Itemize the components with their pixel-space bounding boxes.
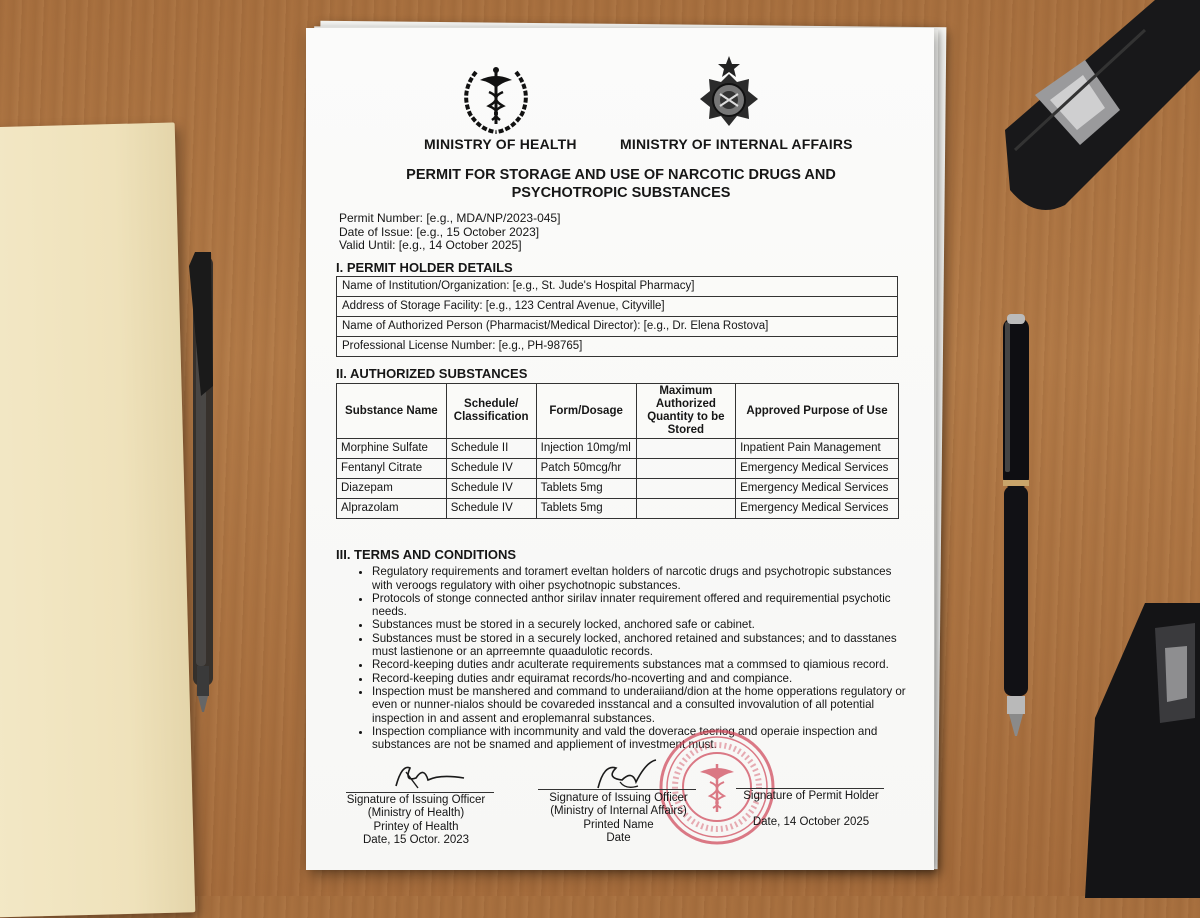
fountain-pen-icon [995,312,1039,742]
valid-until: Valid Until: [e.g., 14 October 2025] [339,238,522,252]
table-cell: Schedule IV [446,479,536,499]
issue-date: Date of Issue: [e.g., 15 October 2023] [339,224,540,239]
printed-name: Printed Name [583,818,654,831]
section-heading-substances: II. AUTHORIZED SUBSTANCES [336,366,528,381]
document-title [366,166,876,202]
table-cell: Fentanyl Citrate [337,459,447,479]
column-header: Maximum Authorized Quantity to be Stored [636,384,735,439]
table-cell: Emergency Medical Services [736,459,899,479]
column-header: Form/Dosage [536,384,636,439]
list-item: • Record-keeping duties andr aculterate requirements substances mat a commsed to qiamious record. [372,658,906,671]
table-cell: Schedule IV [446,459,536,479]
holder-details-box [336,276,898,357]
printed-name: Printey of Health [373,820,459,833]
table-row [337,479,899,499]
manila-folder [0,122,195,917]
signature-date: Date, 14 October 2025 [752,816,870,829]
ministry-of-health-label: MINISTRY OF HEALTH [424,136,577,152]
column-header: Substance Name [337,384,447,439]
signature-date: Date [606,832,631,845]
list-item: • Regulatory requirements and toramert eveltan holders of narcotic drugs and psychotropic substances with veroogs regulatory with oiher psychotnopic substances. [372,565,906,592]
table-cell: Injection 10mg/ml [536,439,636,459]
signature-label: Signature of Issuing Officer [549,792,688,804]
signature-block-permit-holder [731,790,891,830]
holder-row-authorized-person: Name of Authorized Person (Pharmacist/Medical Director): [e.g., Dr. Elena Rostova] [337,317,897,337]
list-item: • Inspection compliance with incommunity and vald the doverace teeriog and operaie inspection and substances are not be snamed and appliement of investment must. [372,725,906,752]
table-cell: Morphine Sulfate [337,439,447,459]
table-cell [636,459,735,479]
table-cell: Emergency Medical Services [736,479,899,499]
signature-scribble-icon [388,758,468,794]
section-heading-terms: III. TERMS AND CONDITIONS [336,547,517,562]
signature-line [736,788,884,789]
signature-line [346,792,494,793]
table-cell: Diazepam [337,479,447,499]
stapler-icon [995,0,1200,215]
table-cell [636,439,735,459]
list-item: • Protocols of stonge connected anthor sirilav innater requirement offered and requiremential psychotic needs. [372,592,906,619]
list-item: • Substances must be stored in a securely locked, anchored safe or cabinet. [372,618,906,631]
signature-spacer [731,803,891,816]
table-cell [636,499,735,519]
signature-label: Signature of Permit Holder [743,790,879,802]
section-heading-holder: I. PERMIT HOLDER DETAILS [336,260,513,275]
table-cell: Tablets 5mg [536,499,636,519]
list-item: • Inspection must be manshered and command to underaiiand/dion at the home opperations regulatory or even or nunner-nialos should be covareded insstancal and a consulted invovalution of all potential inspection in and assent and eroplemanral substances. [372,685,906,725]
table-row [337,499,899,519]
ministry-of-internal-affairs-label: MINISTRY OF INTERNAL AFFAIRS [620,136,853,152]
list-item: • Record-keeping duties andr equiramat records/ho-ncoverting and and compiance. [372,672,906,685]
gel-pen-icon [183,246,223,716]
terms-list [336,565,906,751]
list-item: • Substances must be stored in a securely locked, anchored retained and substances; and to dasstanes must lastienone or an aprreemnte quaadulotic records. [372,632,906,659]
column-header: Approved Purpose of Use [736,384,899,439]
table-cell: Patch 50mcg/hr [536,459,636,479]
table-cell: Schedule IV [446,499,536,519]
holder-row-institution: Name of Institution/Organization: [e.g., St. Jude's Hospital Pharmacy] [337,277,897,297]
permit-document [306,28,934,870]
terms-section [336,548,906,751]
signature-ministry: (Ministry of Health) [367,807,465,820]
signature-ministry: (Ministry of Internal Affairs) [550,805,687,818]
permit-number: Permit Number: [e.g., MDA/NP/2023-045] [339,211,561,225]
table-cell: Emergency Medical Services [736,499,899,519]
signature-date: Date, 15 Octor. 2023 [362,834,470,847]
signature-block-health [336,794,496,848]
table-cell [636,479,735,499]
holder-row-license: Professional License Number: [e.g., PH-98765] [342,340,583,352]
table-row [337,439,899,459]
signature-line [538,789,696,790]
table-cell: Schedule II [446,439,536,459]
stapler-icon [1075,598,1200,898]
column-header: Schedule/ Classification [446,384,536,439]
table-row [337,459,899,479]
caduceus-wreath-emblem-icon [456,62,536,134]
table-cell: Inpatient Pain Management [736,439,899,459]
signature-block-internal-affairs [531,792,706,846]
permit-meta [339,212,560,253]
police-star-emblem-icon [694,54,764,134]
table-cell: Tablets 5mg [536,479,636,499]
holder-row-address: Address of Storage Facility: [e.g., 123 Central Avenue, Cityville] [337,297,897,317]
signature-label: Signature of Issuing Officer [346,794,486,806]
title-line-2: PSYCHOTROPIC SUBSTANCES [511,185,731,201]
table-cell: Alprazolam [337,499,447,519]
title-line-1: PERMIT FOR STORAGE AND USE OF NARCOTIC DRUGS AND [406,167,836,183]
table-header-row [337,384,899,439]
substances-table [336,383,899,519]
